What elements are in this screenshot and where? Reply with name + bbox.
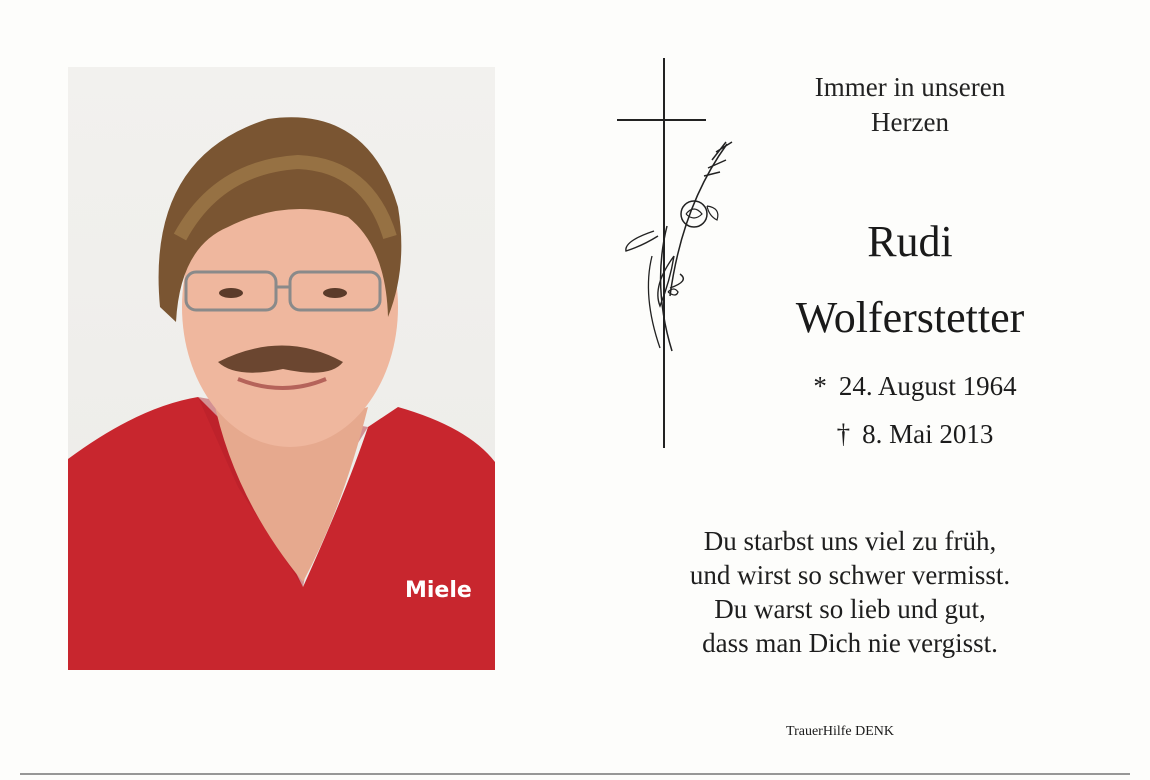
first-name: Rudi: [867, 217, 953, 266]
shirt-logo-text: Miele: [405, 578, 472, 603]
cross-ornament-icon: [612, 56, 742, 452]
birth-symbol: *: [813, 371, 827, 401]
poem-line: Du warst so lieb und gut,: [714, 594, 986, 624]
epitaph-line: Herzen: [871, 107, 949, 137]
last-name: Wolferstetter: [795, 293, 1025, 342]
scan-edge-line: [20, 773, 1130, 775]
poem-line: und wirst so schwer vermisst.: [689, 560, 1011, 590]
birth-date: 24. August 1964: [838, 371, 1017, 401]
publisher-credit: TrauerHilfe DENK: [786, 724, 894, 739]
portrait-photo: [68, 67, 495, 670]
epitaph-line: Immer in unseren: [814, 72, 1006, 102]
death-date: 8. Mai 2013: [862, 419, 994, 449]
portrait-illustration: [68, 67, 495, 670]
death-date-line: [770, 416, 1060, 452]
death-cross-symbol: †: [836, 419, 851, 449]
poem: [640, 524, 1060, 660]
poem-line: dass man Dich nie vergisst.: [702, 628, 998, 658]
poem-line: Du starbst uns viel zu früh,: [703, 526, 997, 556]
birth-date-line: [770, 368, 1060, 404]
epitaph: [760, 70, 1060, 140]
